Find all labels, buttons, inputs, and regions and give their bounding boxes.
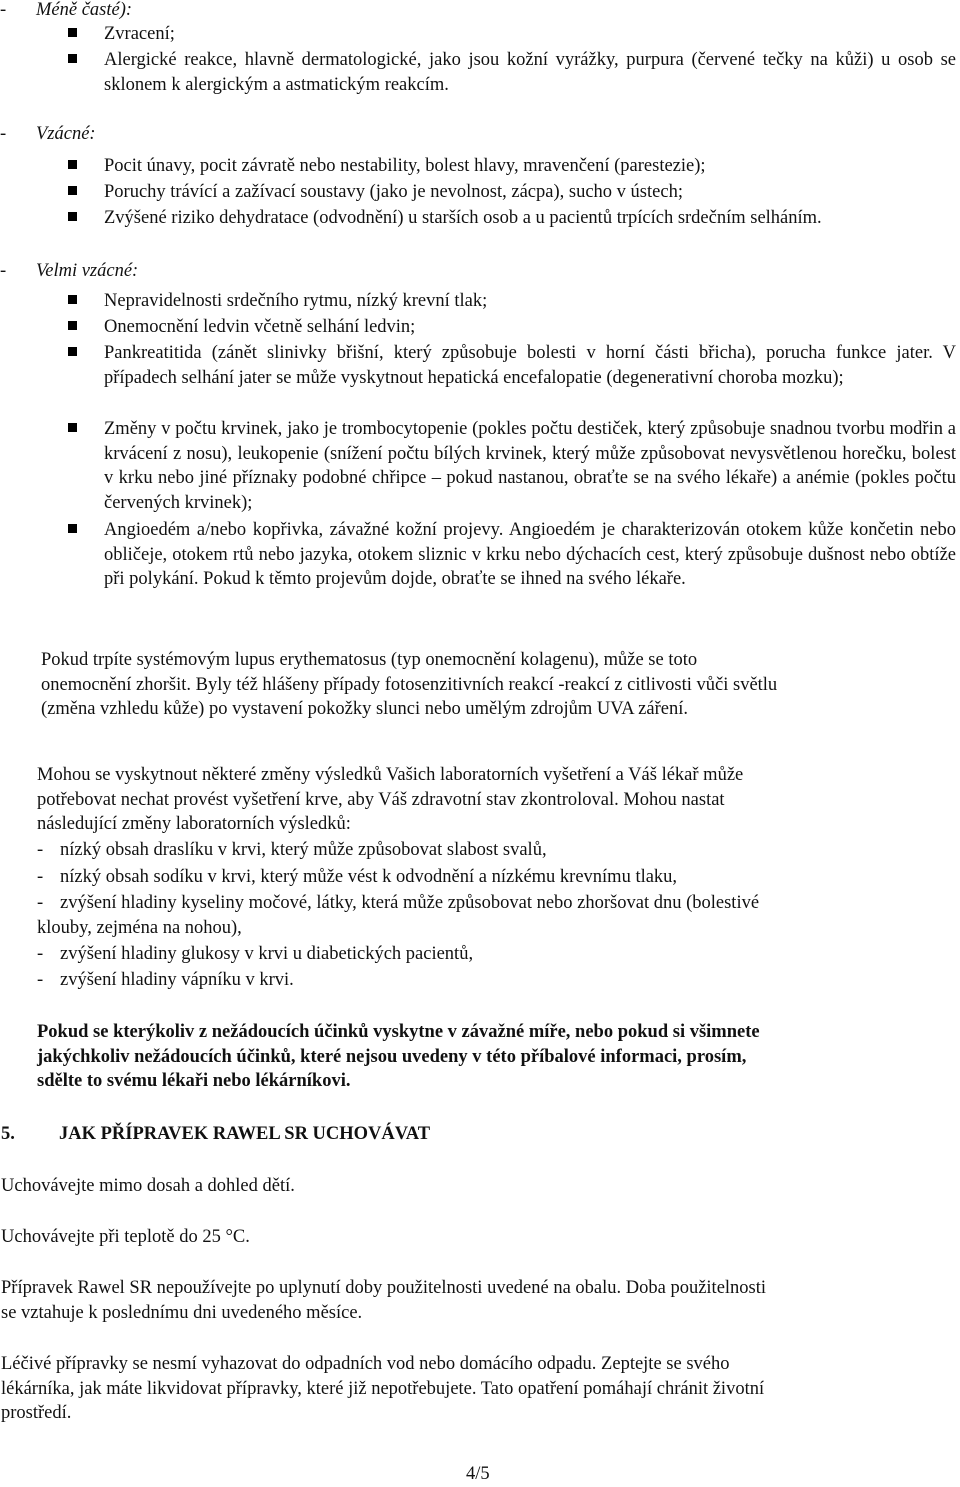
- list-item: Pocit únavy, pocit závratě nebo nestability, bolest hlavy, mravenčení (parestezie);: [104, 156, 706, 176]
- list-item: Poruchy trávící a zažívací soustavy (jako je nevolnost, zácpa), sucho v ústech;: [104, 182, 683, 202]
- list-dash: -: [37, 867, 44, 887]
- bullet-square-icon: [66, 294, 78, 306]
- paragraph-line: sdělte to svému lékaři nebo lékárníkovi.: [37, 1071, 351, 1091]
- bullet-square-icon: [66, 422, 78, 434]
- paragraph-line: onemocnění zhoršit. Byly též hlášeny případy fotosenzitivních reakcí -reakcí z citlivosti vůči světlu: [41, 674, 778, 695]
- paragraph-line: lékárníka, jak máte likvidovat přípravky, které již nepotřebujete. Tato opatření pomáhají chránit životní: [1, 1378, 765, 1399]
- list-dash: -: [37, 893, 44, 913]
- bullet-square-icon: [66, 346, 78, 358]
- category-label-less-common: Méně časté):: [36, 0, 133, 20]
- list-item: Změny v počtu krvinek, jako je trombocytopenie (pokles počtu destiček, který způsobuje snadnou tvorbu modřin a krvácení z nosu), leukopenie (snížení počtu bílých krvinek, který může způsobovat nevysvětlenou horečku, bolest v krku nebo jiné příznaky podobné chřipce – pokud nastanou, obraťte se na svého lékaře) a anémie (pokles počtu červených krvinek);: [104, 419, 956, 513]
- lupus-paragraph: [41, 648, 941, 722]
- bullet-square-icon: [66, 53, 78, 65]
- paragraph-line: potřebovat nechat provést vyšetření krve, aby Váš zdravotní stav zkontroloval. Mohou nastat: [37, 789, 725, 810]
- warning-paragraph: [37, 1020, 937, 1094]
- paragraph-line: prostředí.: [1, 1403, 72, 1423]
- paragraph-line: Pokud trpíte systémovým lupus erythematosus (typ onemocnění kolagenu), může se toto: [41, 650, 698, 670]
- paragraph-line: jakýchkoliv nežádoucích účinků, které nejsou uvedeny v této příbalové informaci, prosím,: [37, 1046, 747, 1067]
- lab-item-continuation: klouby, zejména na nohou),: [37, 918, 242, 938]
- category-label-rare: Vzácné:: [36, 124, 96, 144]
- bullet-square-icon: [66, 211, 78, 223]
- section-heading: JAK PŘÍPRAVEK RAWEL SR UCHOVÁVAT: [59, 1124, 431, 1144]
- list-item: Angioedém a/nebo kopřivka, závažné kožní projevy. Angioedém je charakterizován otokem kůže končetin nebo obličeje, otokem rtů nebo jazyka, otokem sliznic v krku nebo dýchacích cest, který způsobuje dušnost nebo obtíže při polykání. Pokud k těmto projevům dojde, obraťte se ihned na svého lékaře.: [104, 520, 956, 589]
- paragraph-line: (změna vzhledu kůže) po vystavení pokožky slunci nebo umělým zdrojům UVA záření.: [41, 699, 688, 719]
- bullet-square-icon: [66, 185, 78, 197]
- list-item: Pankreatitida (zánět slinivky břišní, který způsobuje bolesti v horní části břicha), porucha funkce jater. V případech selhání jater se může vyskytnout hepatická encefalopatie (degenerativní choroba mozku);: [104, 343, 956, 388]
- list-item: Onemocnění ledvin včetně selhání ledvin;: [104, 317, 416, 337]
- disposal-paragraph: [1, 1352, 956, 1426]
- bullet-square-icon: [66, 320, 78, 332]
- section-number: 5.: [1, 1124, 15, 1144]
- lab-item: zvýšení hladiny vápníku v krvi.: [60, 970, 294, 990]
- page-number: 4/5: [466, 1464, 490, 1484]
- paragraph-line: Pokud se kterýkoliv z nežádoucích účinků vyskytne v závažné míře, nebo pokud si všimnete: [37, 1022, 760, 1042]
- lab-paragraph: [37, 763, 907, 837]
- paragraph-line: Léčivé přípravky se nesmí vyhazovat do odpadních vod nebo domácího odpadu. Zeptejte se svého: [1, 1354, 730, 1374]
- lab-item: nízký obsah draslíku v krvi, který může způsobovat slabost svalů,: [60, 840, 547, 860]
- category-label-very-rare: Velmi vzácné:: [36, 261, 139, 281]
- lab-item: zvýšení hladiny glukosy v krvi u diabetických pacientů,: [60, 944, 474, 964]
- list-dash: -: [37, 970, 44, 990]
- list-dash: -: [0, 124, 7, 144]
- list-item: Alergické reakce, hlavně dermatologické, jako jsou kožní vyrážky, purpura (červené tečky na kůži) u osob se sklonem k alergickým a astmatickým reakcím.: [104, 50, 956, 95]
- list-dash: -: [0, 261, 7, 281]
- list-dash: -: [37, 840, 44, 860]
- list-item: Nepravidelnosti srdečního rytmu, nízký krevní tlak;: [104, 291, 488, 311]
- paragraph-line: Mohou se vyskytnout některé změny výsledků Vašich laboratorních vyšetření a Váš lékař může: [37, 765, 744, 785]
- bullet-square-icon: [66, 27, 78, 39]
- lab-item: nízký obsah sodíku v krvi, který může vést k odvodnění a nízkému krevnímu tlaku,: [60, 867, 678, 887]
- list-dash: -: [0, 0, 7, 20]
- paragraph-line: následující změny laboratorních výsledků:: [37, 814, 351, 834]
- lab-item: zvýšení hladiny kyseliny močové, látky, která může způsobovat nebo zhoršovat dnu (bolestivé: [60, 893, 760, 913]
- list-item: Zvýšené riziko dehydratace (odvodnění) u starších osob a u pacientů trpících srdečním selháním.: [104, 208, 822, 228]
- list-item: Zvracení;: [104, 24, 175, 44]
- paragraph-line: Přípravek Rawel SR nepoužívejte po uplynutí doby použitelnosti uvedené na obalu. Doba použitelnosti: [1, 1278, 767, 1298]
- bullet-square-icon: [66, 523, 78, 535]
- bullet-square-icon: [66, 159, 78, 171]
- paragraph-line: se vztahuje k poslednímu dni uvedeného měsíce.: [1, 1302, 363, 1323]
- expiry-paragraph: [1, 1276, 956, 1325]
- list-dash: -: [37, 944, 44, 964]
- storage-paragraph: Uchovávejte mimo dosah a dohled dětí.: [1, 1176, 295, 1196]
- storage-paragraph: Uchovávejte při teplotě do 25 °C.: [1, 1227, 250, 1247]
